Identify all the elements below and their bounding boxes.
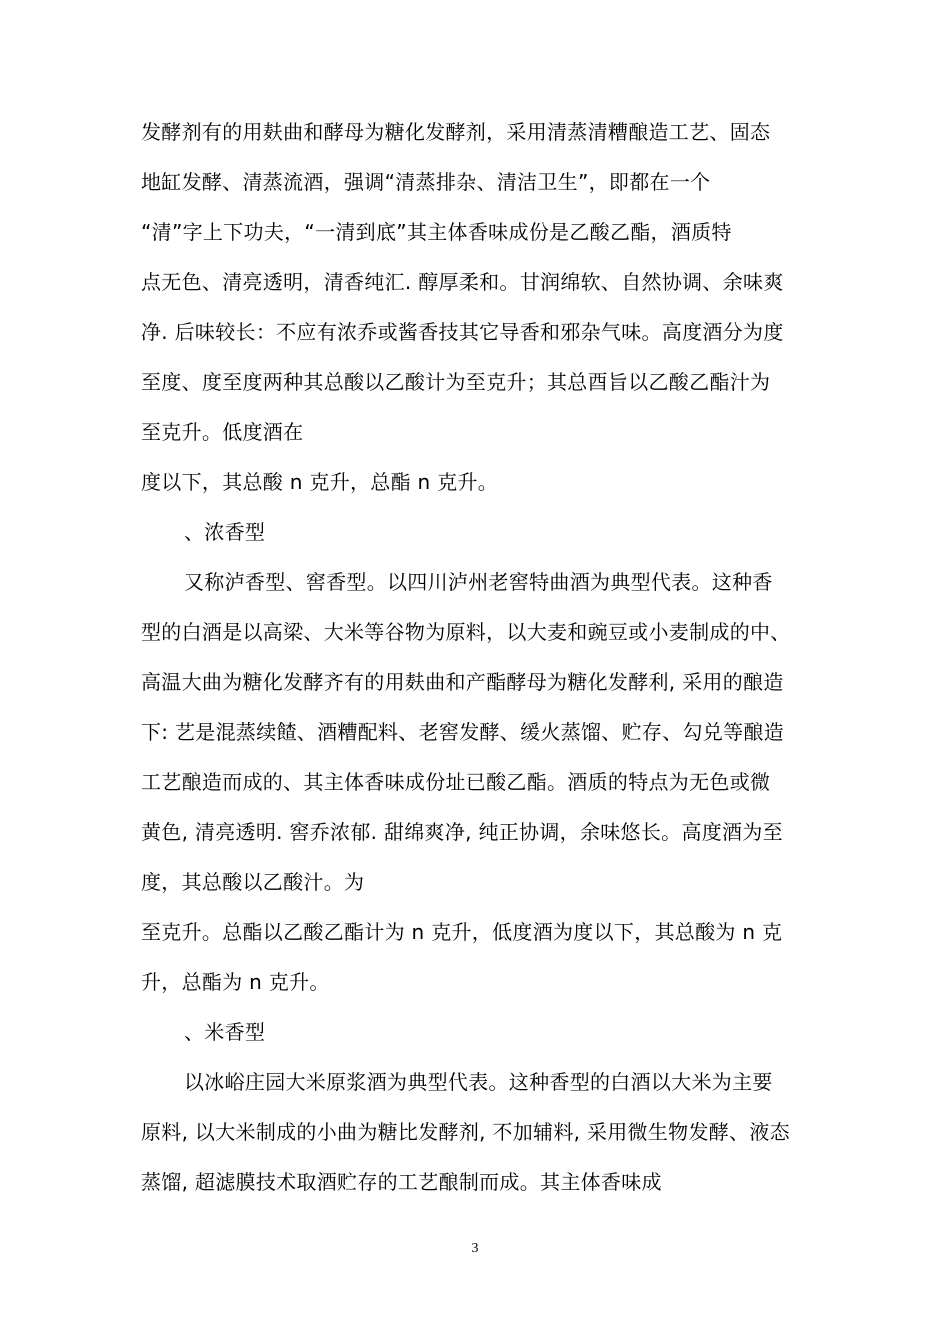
text-line: 下: 艺是混蒸续餷、酒糟配料、老窖发酵、缓火蒸馏、贮存、勾兑等酿造 [141, 720, 784, 744]
text-line: 黄色, 清亮透明. 窖乔浓郁. 甜绵爽净, 纯正协调，余味悠长。高度酒为至 [141, 820, 783, 844]
section-heading: 、浓香型 [184, 520, 266, 544]
text-line: 至克升。低度酒在 [141, 420, 304, 444]
text-line: 净. 后味较长：不应有浓乔或酱香技其它导香和邪杂气味。高度酒分为度 [141, 320, 784, 344]
text-line: 型的白酒是以高梁、大米等谷物为原料，以大麦和豌豆或小麦制成的中、 [141, 620, 791, 644]
section-heading: 、米香型 [184, 1020, 266, 1044]
paragraph-first-line: 又称泸香型、窖香型。以四川泸州老窖特曲酒为典型代表。这种香 [184, 570, 773, 594]
text-line: 度，其总酸以乙酸汁。为 [141, 870, 365, 894]
page-number: 3 [471, 1241, 479, 1256]
text-line: 工艺酿造而成的、其主体香味成份址已酸乙酯。酒质的特点为无色或微 [141, 770, 771, 794]
text-line: 点无色、清亮透明，清香纯汇. 醇厚柔和。甘润绵软、自然协调、余味爽 [141, 270, 784, 294]
paragraph-first-line: 以冰峪庄园大米原浆酒为典型代表。这种香型的白酒以大米为主要 [184, 1070, 773, 1094]
text-line: 升，总酯为 n 克升。 [141, 970, 330, 994]
text-line: 高温大曲为糖化发酵齐有的用麸曲和产酯酵母为糖化发酵利, 采用的酿造 [141, 670, 784, 694]
text-line: “清”字上下功夫，“一清到底”其主体香味成份是乙酸乙酯，酒质特 [141, 220, 732, 244]
text-line: 蒸馏, 超滤膜技术取酒贮存的工艺酿制而成。其主体香味成 [141, 1170, 662, 1194]
text-line: 至克升。总酯以乙酸乙酯计为 n 克升，低度酒为度以下，其总酸为 n 克 [141, 920, 783, 944]
text-line: 至度、度至度两种其总酸以乙酸计为至克升；其总酉旨以乙酸乙酯汁为 [141, 370, 771, 394]
text-line: 发酵剂有的用麸曲和酵母为糖化发酵剂，采用清蒸清糟酿造工艺、固态 [141, 120, 771, 144]
text-line: 原料, 以大米制成的小曲为糖比发酵剂, 不加辅料, 采用微生物发酵、液态 [141, 1120, 790, 1144]
text-line: 地缸发酵、清蒸流酒，强调“清蒸排杂、清洁卫生”，即都在一个 [141, 170, 711, 194]
text-line: 度以下，其总酸 n 克升，总酯 n 克升。 [141, 470, 499, 494]
